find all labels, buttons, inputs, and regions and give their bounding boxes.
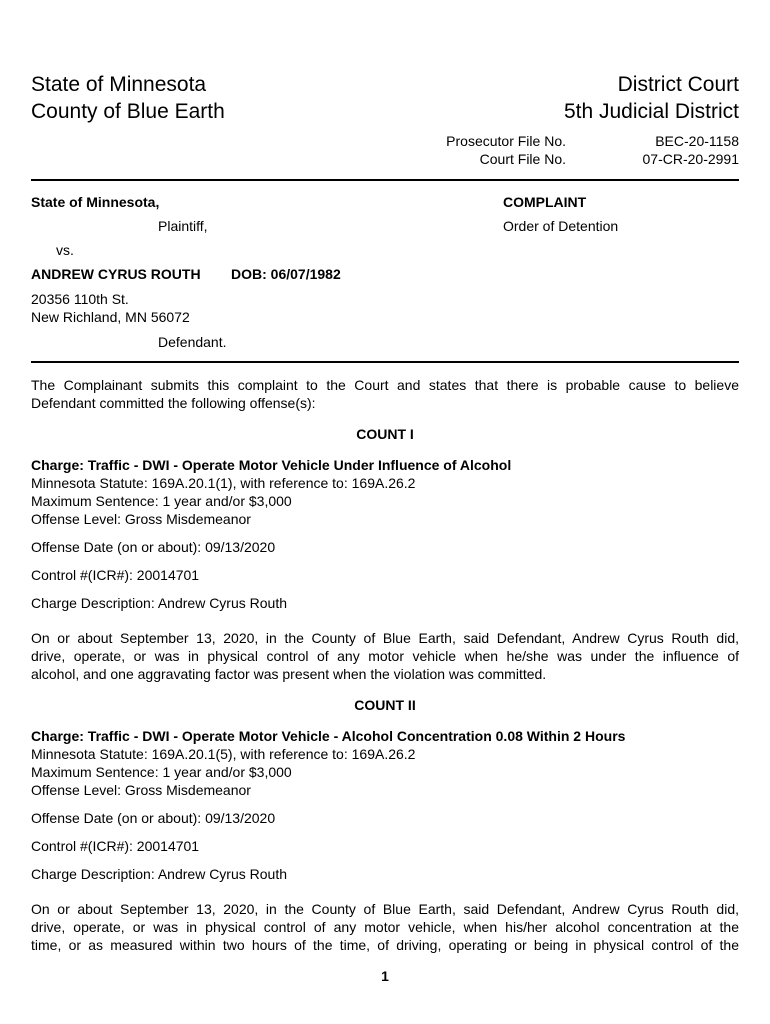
statute: Minnesota Statute: 169A.20.1(5), with reference to: 169A.26.2 xyxy=(31,746,416,762)
defendant-name: ANDREW CYRUS ROUTH xyxy=(31,266,201,282)
offense-level: Offense Level: Gross Misdemeanor xyxy=(31,511,251,527)
versus-label: vs. xyxy=(56,242,74,258)
court-file-value: 07-CR-20-2991 xyxy=(642,151,739,167)
narrative-line: drive, operate, or was in physical control of any motor vehicle when he/she was under the influence of xyxy=(31,648,739,664)
offense-date: Offense Date (on or about): 09/13/2020 xyxy=(31,539,276,555)
court-heading: District Court xyxy=(617,73,739,96)
max-sentence: Maximum Sentence: 1 year and/or $3,000 xyxy=(31,493,292,509)
prosecutor-file-label: Prosecutor File No. xyxy=(446,133,566,149)
defendant-address-line2: New Richland, MN 56072 xyxy=(31,309,190,325)
document-type: COMPLAINT xyxy=(503,194,587,210)
narrative-line: On or about September 13, 2020, in the County of Blue Earth, said Defendant, Andrew Cyrus Routh did, xyxy=(31,901,739,917)
plaintiff-role: Plaintiff, xyxy=(158,218,208,234)
header-divider xyxy=(31,179,739,181)
count-narrative xyxy=(31,900,739,954)
caption-divider xyxy=(31,361,739,363)
defendant-address-line1: 20356 110th St. xyxy=(31,291,129,307)
plaintiff-name: State of Minnesota, xyxy=(31,194,160,210)
statute: Minnesota Statute: 169A.20.1(1), with reference to: 169A.26.2 xyxy=(31,475,416,491)
charge-title: Charge: Traffic - DWI - Operate Motor Vehicle - Alcohol Concentration 0.08 Within 2 Hours xyxy=(31,728,626,744)
max-sentence: Maximum Sentence: 1 year and/or $3,000 xyxy=(31,764,292,780)
narrative-line: On or about September 13, 2020, in the County of Blue Earth, said Defendant, Andrew Cyrus Routh did, xyxy=(31,630,739,646)
intro-line: Defendant committed the following offense(s): xyxy=(31,395,316,411)
control-number: Control #(ICR#): 20014701 xyxy=(31,838,200,854)
narrative-line: alcohol, and one aggravating factor was present when the violation was committed. xyxy=(31,666,547,682)
count-heading: COUNT I xyxy=(356,426,414,442)
state-heading: State of Minnesota xyxy=(31,73,207,96)
charge-title: Charge: Traffic - DWI - Operate Motor Vehicle Under Influence of Alcohol xyxy=(31,457,512,473)
page-number: 1 xyxy=(381,968,389,984)
charge-description: Charge Description: Andrew Cyrus Routh xyxy=(31,866,288,882)
narrative-line: drive, operate, or was in physical control of any motor vehicle, when his/her alcohol concentration at the xyxy=(31,919,739,935)
charge-description: Charge Description: Andrew Cyrus Routh xyxy=(31,595,288,611)
offense-date: Offense Date (on or about): 09/13/2020 xyxy=(31,810,276,826)
offense-level: Offense Level: Gross Misdemeanor xyxy=(31,782,251,798)
prosecutor-file-value: BEC-20-1158 xyxy=(655,133,739,149)
defendant-role: Defendant. xyxy=(158,334,227,350)
intro-line: The Complainant submits this complaint to the Court and states that there is probable cause to believe xyxy=(31,377,739,393)
control-number: Control #(ICR#): 20014701 xyxy=(31,567,200,583)
intro-paragraph xyxy=(31,376,739,412)
court-file-label: Court File No. xyxy=(479,151,566,167)
county-heading: County of Blue Earth xyxy=(31,100,225,123)
document-subtype: Order of Detention xyxy=(503,218,619,234)
defendant-dob: DOB: 06/07/1982 xyxy=(231,266,341,282)
district-heading: 5th Judicial District xyxy=(563,100,739,123)
narrative-line: time, or as measured within two hours of the time, of driving, operating or being in physical control of the xyxy=(31,937,739,953)
count-heading: COUNT II xyxy=(354,697,416,713)
count-narrative xyxy=(31,629,739,683)
